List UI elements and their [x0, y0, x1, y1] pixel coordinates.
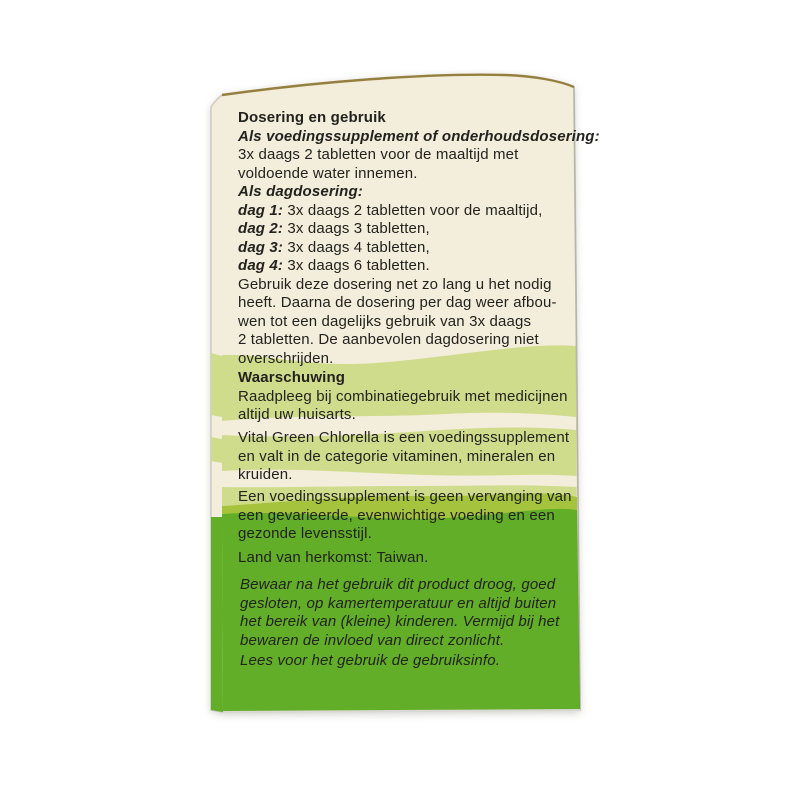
day-label: dag 1:: [238, 201, 284, 219]
text-line: Als voedingssupplement of onderhoudsdosering:: [238, 127, 600, 145]
text-line: overschrijden.: [238, 349, 334, 367]
origin-section: [238, 549, 572, 568]
text-line: Vital Green Chlorella is een voedingssupplement: [238, 429, 570, 446]
usage-note-section: [240, 652, 574, 671]
day-dose: 3x daags 6 tabletten.: [283, 257, 430, 274]
text-line: gezonde levensstijl.: [238, 525, 372, 542]
day-label: dag 3:: [238, 238, 284, 256]
dosing-section: [238, 109, 600, 368]
text-line: bewaren de invloed van direct zonlicht.: [240, 631, 505, 649]
category-section: [238, 429, 572, 485]
text-line: Raadpleeg bij combinatiegebruik met medicijnen: [238, 387, 568, 405]
disclaimer-section: [238, 488, 572, 544]
text-line: Als dagdosering:: [238, 183, 363, 200]
text-line: [238, 202, 572, 221]
day-dose: 3x daags 3 tabletten,: [283, 220, 430, 237]
text-line: [238, 239, 572, 258]
text-line: en valt in de categorie vitaminen, mineralen en: [238, 447, 556, 465]
origin-line: Land van herkomst: Taiwan.: [238, 549, 429, 566]
day-dose: 3x daags 2 tabletten voor de maaltijd,: [283, 201, 543, 219]
text-line: wen tot een dagelijks gebruik van 3x daags: [238, 312, 532, 330]
text-line: heeft. Daarna de dosering per dag weer afbou-: [238, 294, 557, 311]
text-line: [238, 257, 572, 276]
dosing-heading: Dosering en gebruik: [238, 109, 386, 126]
storage-section: [240, 576, 574, 650]
text-line: [238, 220, 572, 239]
text-line: kruiden.: [238, 466, 293, 483]
text-line: 3x daags 2 tabletten voor de maaltijd met: [238, 146, 519, 163]
text-line: Bewaar na het gebruik dit product droog, goed: [240, 576, 556, 593]
text-line: het bereik van (kleine) kinderen. Vermijd bij het: [240, 613, 560, 630]
text-line: altijd uw huisarts.: [238, 406, 356, 423]
text-line: Een voedingssupplement is geen vervanging van: [238, 488, 572, 505]
day-label: dag 4:: [238, 257, 284, 274]
day-label: dag 2:: [238, 220, 284, 237]
text-line: voldoende water innemen.: [238, 164, 418, 182]
warning-section: [238, 369, 572, 425]
text-line: Gebruik deze dosering net zo lang u het nodig: [238, 275, 552, 293]
text-line: gesloten, op kamertemperatuur en altijd buiten: [240, 594, 557, 612]
day-dose: 3x daags 4 tabletten,: [283, 238, 430, 256]
usage-note-line: Lees voor het gebruik de gebruiksinfo.: [240, 652, 501, 669]
text-line: 2 tabletten. De aanbevolen dagdosering niet: [238, 331, 539, 348]
text-line: een gevarieerde, evenwichtige voeding en een: [238, 506, 555, 524]
warning-heading: Waarschuwing: [238, 369, 346, 386]
